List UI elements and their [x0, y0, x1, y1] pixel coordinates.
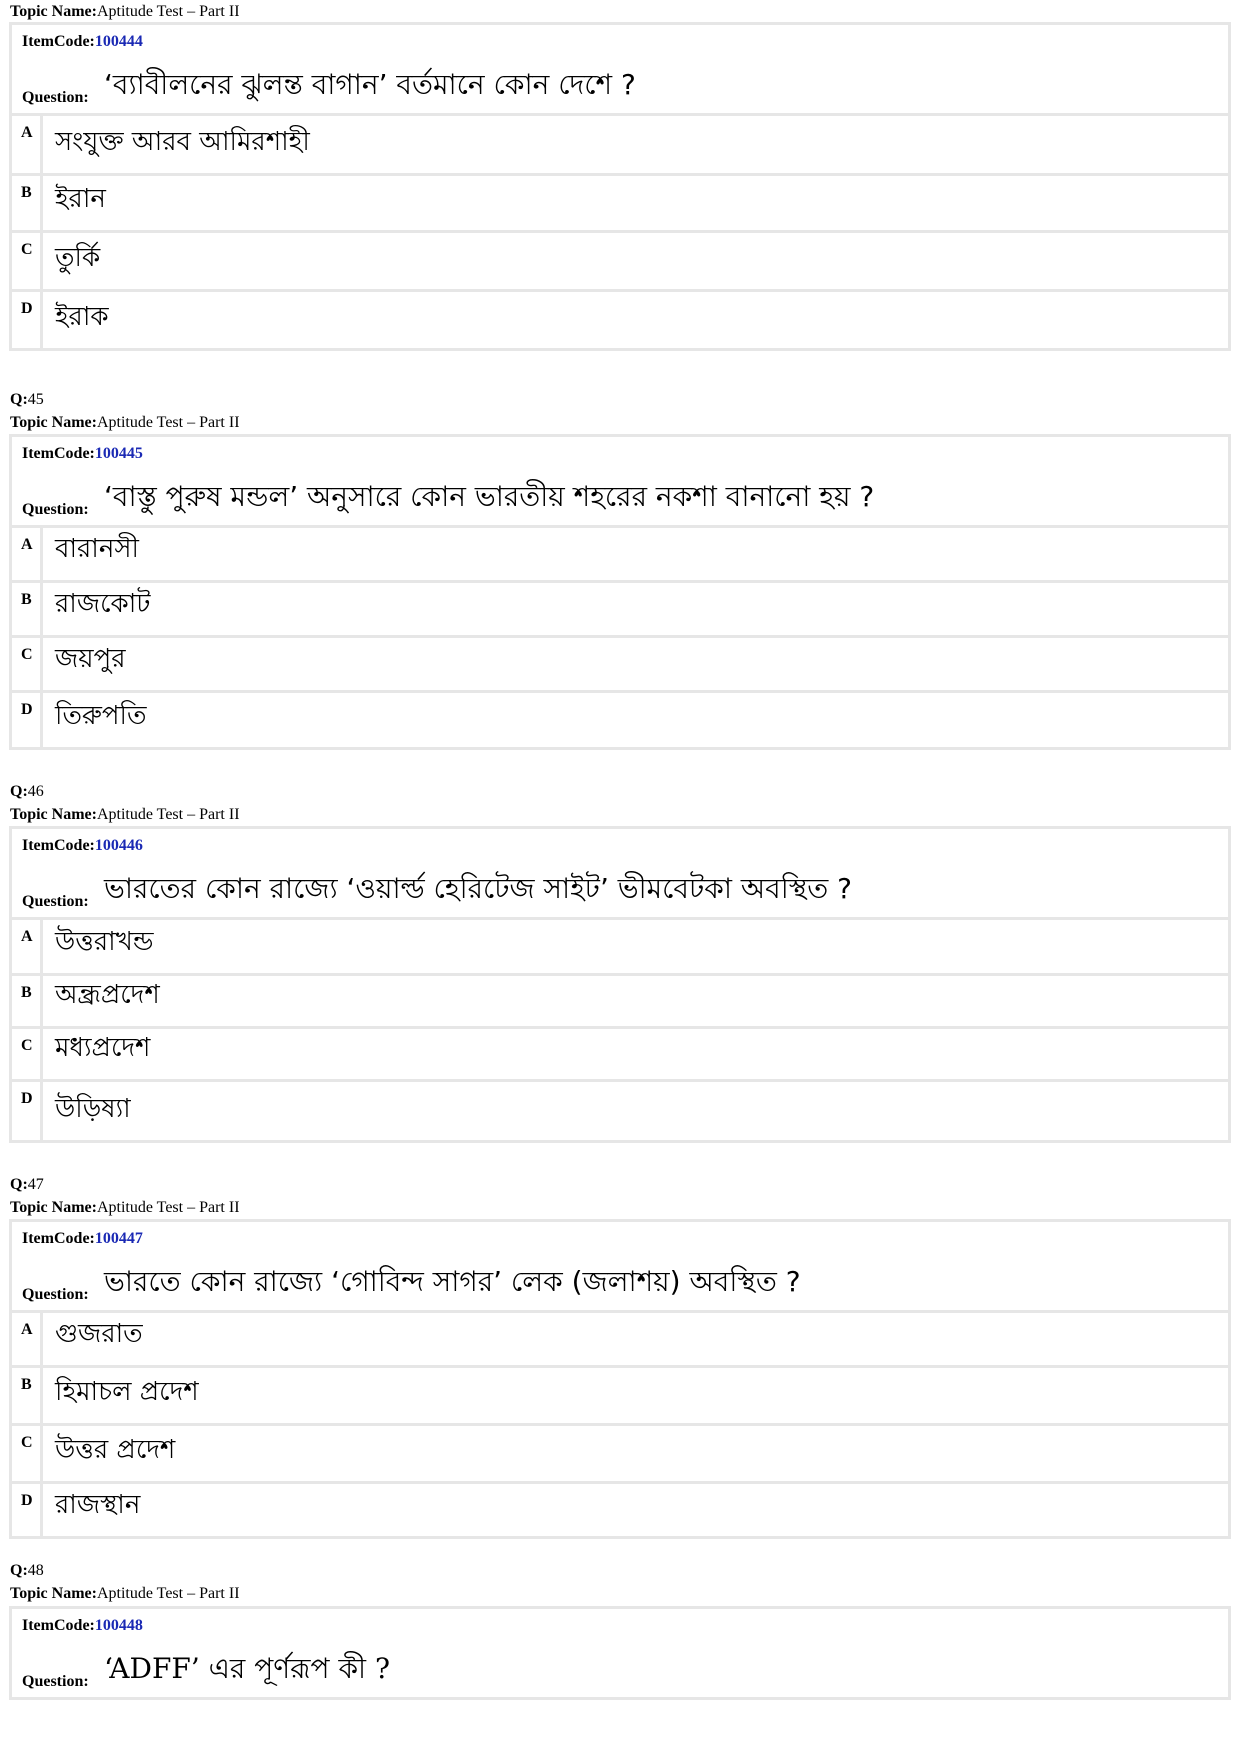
item-code-value: 100448: [94, 1617, 143, 1634]
option-text: উত্তর প্রদেশ: [43, 1426, 1228, 1481]
option-row: [12, 920, 1228, 973]
question-number-line: [10, 1176, 44, 1194]
topic-label: Topic Name:: [10, 806, 97, 823]
option-letter: D: [12, 1484, 40, 1536]
question-number-line: [10, 783, 44, 801]
topic-name: Aptitude Test – Part II: [96, 414, 240, 431]
option-text: তিরুপতি: [43, 693, 1228, 747]
option-text: ইরান: [43, 176, 1228, 230]
option-letter: B: [12, 583, 40, 635]
option-row: [12, 1426, 1228, 1481]
topic-line: [10, 414, 240, 432]
question-text: ভারতের কোন রাজ্যে ‘ওয়ার্ল্ড হেরিটেজ সাইট’ ভীমবেটকা অবস্থিত ?: [104, 872, 853, 905]
question-block: [9, 1219, 1231, 1539]
option-row: [12, 693, 1228, 747]
item-code-label: ItemCode:: [22, 33, 95, 50]
question-cell: [12, 1222, 1228, 1310]
topic-name: Aptitude Test – Part II: [96, 1585, 240, 1602]
item-code-label: ItemCode:: [22, 1617, 95, 1634]
item-code: [22, 1617, 143, 1635]
topic-line: [10, 806, 240, 824]
option-text: অন্ধ্রপ্রদেশ: [43, 976, 1228, 1026]
question-text: ‘ব্যাবীলনের ঝুলন্ত বাগান’ বর্তমানে কোন দেশে ?: [104, 68, 636, 101]
option-text: উত্তরাখন্ড: [43, 920, 1228, 973]
topic-label: Topic Name:: [10, 3, 97, 20]
option-letter: D: [12, 693, 40, 747]
topic-label: Topic Name:: [10, 1585, 97, 1602]
item-code: [22, 445, 143, 463]
question-cell: [12, 829, 1228, 917]
question-cell: [12, 1609, 1228, 1697]
item-code: [22, 837, 143, 855]
topic-line: [10, 3, 240, 21]
option-text: গুজরাত: [43, 1313, 1228, 1365]
option-letter: B: [12, 976, 40, 1026]
option-row: [12, 1029, 1228, 1079]
question-number-line: [10, 391, 44, 409]
option-text: জয়পুর: [43, 638, 1228, 690]
option-text: সংযুক্ত আরব আমিরশাহী: [43, 116, 1228, 173]
question-number-line: [10, 1562, 44, 1580]
question-number-label: Q:: [10, 391, 28, 408]
topic-name: Aptitude Test – Part II: [96, 1199, 240, 1216]
topic-label: Topic Name:: [10, 1199, 97, 1216]
option-letter: A: [12, 920, 40, 973]
question-number: 48: [27, 1562, 44, 1579]
option-row: [12, 1082, 1228, 1140]
question-label: Question:: [22, 1286, 89, 1303]
item-code-value: 100447: [94, 1230, 143, 1247]
option-text: রাজস্থান: [43, 1484, 1228, 1536]
item-code-label: ItemCode:: [22, 445, 95, 462]
option-row: [12, 528, 1228, 580]
option-letter: A: [12, 1313, 40, 1365]
topic-label: Topic Name:: [10, 414, 97, 431]
question-number: 46: [27, 783, 44, 800]
option-letter: A: [12, 528, 40, 580]
option-text: বারানসী: [43, 528, 1228, 580]
option-letter: C: [12, 1426, 40, 1481]
option-text: মধ্যপ্রদেশ: [43, 1029, 1228, 1079]
item-code-label: ItemCode:: [22, 837, 95, 854]
option-row: [12, 638, 1228, 690]
option-letter: D: [12, 1082, 40, 1140]
item-code-label: ItemCode:: [22, 1230, 95, 1247]
question-label: Question:: [22, 893, 89, 910]
question-block: [9, 1606, 1231, 1700]
question-block: [9, 434, 1231, 750]
item-code: [22, 33, 143, 51]
option-row: [12, 292, 1228, 348]
option-letter: B: [12, 1368, 40, 1423]
item-code-value: 100444: [94, 33, 143, 50]
question-text: ‘ADFF’ এর পূর্ণরূপ কী ?: [104, 1652, 390, 1685]
option-row: [12, 1484, 1228, 1536]
option-row: [12, 233, 1228, 289]
topic-name: Aptitude Test – Part II: [96, 3, 240, 20]
option-row: [12, 583, 1228, 635]
question-text: ভারতে কোন রাজ্যে ‘গোবিন্দ সাগর’ লেক (জলাশয়) অবস্থিত ?: [104, 1265, 801, 1298]
item-code-value: 100445: [94, 445, 143, 462]
option-letter: D: [12, 292, 40, 348]
option-letter: C: [12, 1029, 40, 1079]
option-text: ইরাক: [43, 292, 1228, 348]
option-text: তুর্কি: [43, 233, 1228, 289]
option-letter: B: [12, 176, 40, 230]
item-code-value: 100446: [94, 837, 143, 854]
option-text: উড়িষ্যা: [43, 1082, 1228, 1140]
option-row: [12, 976, 1228, 1026]
question-cell: [12, 437, 1228, 525]
option-row: [12, 1368, 1228, 1423]
topic-name: Aptitude Test – Part II: [96, 806, 240, 823]
question-block: [9, 826, 1231, 1143]
item-code: [22, 1230, 143, 1248]
option-row: [12, 176, 1228, 230]
option-text: রাজকোট: [43, 583, 1228, 635]
option-row: [12, 116, 1228, 173]
question-number-label: Q:: [10, 783, 28, 800]
option-letter: A: [12, 116, 40, 173]
option-row: [12, 1313, 1228, 1365]
question-number: 45: [27, 391, 44, 408]
option-letter: C: [12, 638, 40, 690]
question-number-label: Q:: [10, 1176, 28, 1193]
question-label: Question:: [22, 501, 89, 518]
question-label: Question:: [22, 1673, 89, 1690]
question-cell: [12, 25, 1228, 113]
topic-line: [10, 1199, 240, 1217]
question-number-label: Q:: [10, 1562, 28, 1579]
question-block: [9, 22, 1231, 351]
question-number: 47: [27, 1176, 44, 1193]
question-label: Question:: [22, 89, 89, 106]
option-letter: C: [12, 233, 40, 289]
option-text: হিমাচল প্রদেশ: [43, 1368, 1228, 1423]
question-text: ‘বাস্তু পুরুষ মন্ডল’ অনুসারে কোন ভারতীয় শহরের নকশা বানানো হয় ?: [104, 480, 875, 513]
topic-line: [10, 1585, 240, 1603]
